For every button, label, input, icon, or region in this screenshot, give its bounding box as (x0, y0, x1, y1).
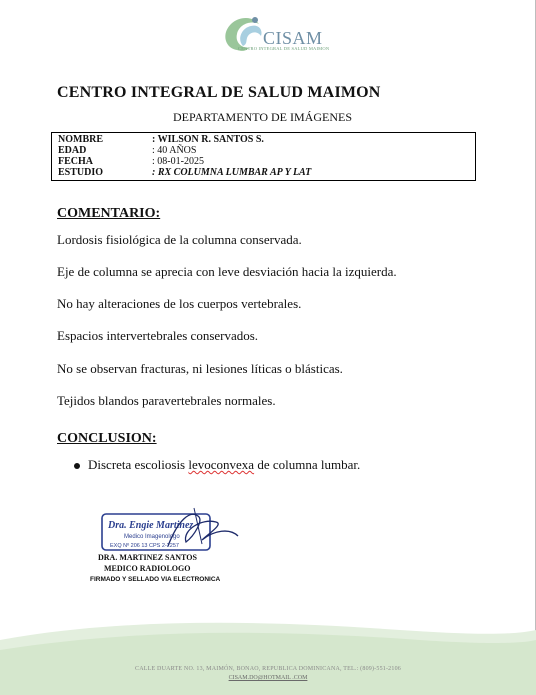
comment-line: Tejidos blandos paravertebrales normales. (57, 393, 276, 408)
conclusion-item-word: levoconvexa (188, 457, 255, 472)
signature-stamp (98, 500, 248, 556)
row-value: : WILSON R. SANTOS S. (152, 134, 264, 145)
stamp-name: Dra. Engie Martinez (108, 520, 194, 531)
comment-line: No hay alteraciones de los cuerpos vertebrales. (57, 296, 302, 311)
stamp-title: Medico Imagenologo (124, 534, 180, 540)
row-label: ESTUDIO (58, 167, 104, 178)
doctor-title: MEDICO RADIOLOGO (104, 564, 191, 573)
conclusion-item-pre: Discreta escoliosis (88, 457, 189, 472)
department-name: DEPARTAMENTO DE IMÁGENES (173, 110, 352, 124)
comment-line: No se observan fracturas, ni lesiones líticas o blásticas. (57, 361, 343, 376)
row-value: : 40 AÑOS (152, 145, 197, 156)
doctor-name: DRA. MARTINEZ SANTOS (98, 553, 197, 562)
row-label: FECHA (58, 156, 93, 167)
row-value: : RX COLUMNA LUMBAR AP Y LAT (152, 167, 312, 178)
comment-line: Eje de columna se aprecia con leve desviación hacia la izquierda. (57, 264, 397, 279)
conclusion-heading: CONCLUSION: (57, 431, 157, 446)
conclusion-item (88, 457, 360, 473)
row-label: EDAD (58, 145, 87, 156)
row-value: : 08-01-2025 (152, 156, 204, 167)
comment-line: Espacios intervertebrales conservados. (57, 328, 259, 343)
electronic-signature-note: FIRMADO Y SELLADO VIA ELECTRONICA (90, 576, 221, 583)
row-label: NOMBRE (58, 134, 103, 145)
patient-info-box (51, 132, 476, 181)
bullet-icon (74, 463, 80, 469)
doctor-info (98, 552, 197, 574)
comment-heading: COMENTARIO: (57, 206, 161, 221)
footer-email[interactable]: CISAM.DO@HOTMAIL .COM (228, 675, 308, 681)
conclusion-item-post: de columna lumbar. (254, 457, 361, 472)
document-title: CENTRO INTEGRAL DE SALUD MAIMON (57, 84, 381, 101)
stamp-exq: EXQ Nº 206 13 CPS 2-2257 (110, 543, 179, 549)
logo-text: CISAM (263, 28, 323, 48)
comment-line: Lordosis fisiológica de la columna conservada. (57, 232, 302, 247)
logo-subtext: CENTRO INTEGRAL DE SALUD MAIMON (238, 46, 330, 51)
footer-address: CALLE DUARTE NO. 13, MAIMÓN, BONAO, REPUBLICA DOMINICANA, TEL.: (809)-551-2106 (135, 666, 401, 672)
